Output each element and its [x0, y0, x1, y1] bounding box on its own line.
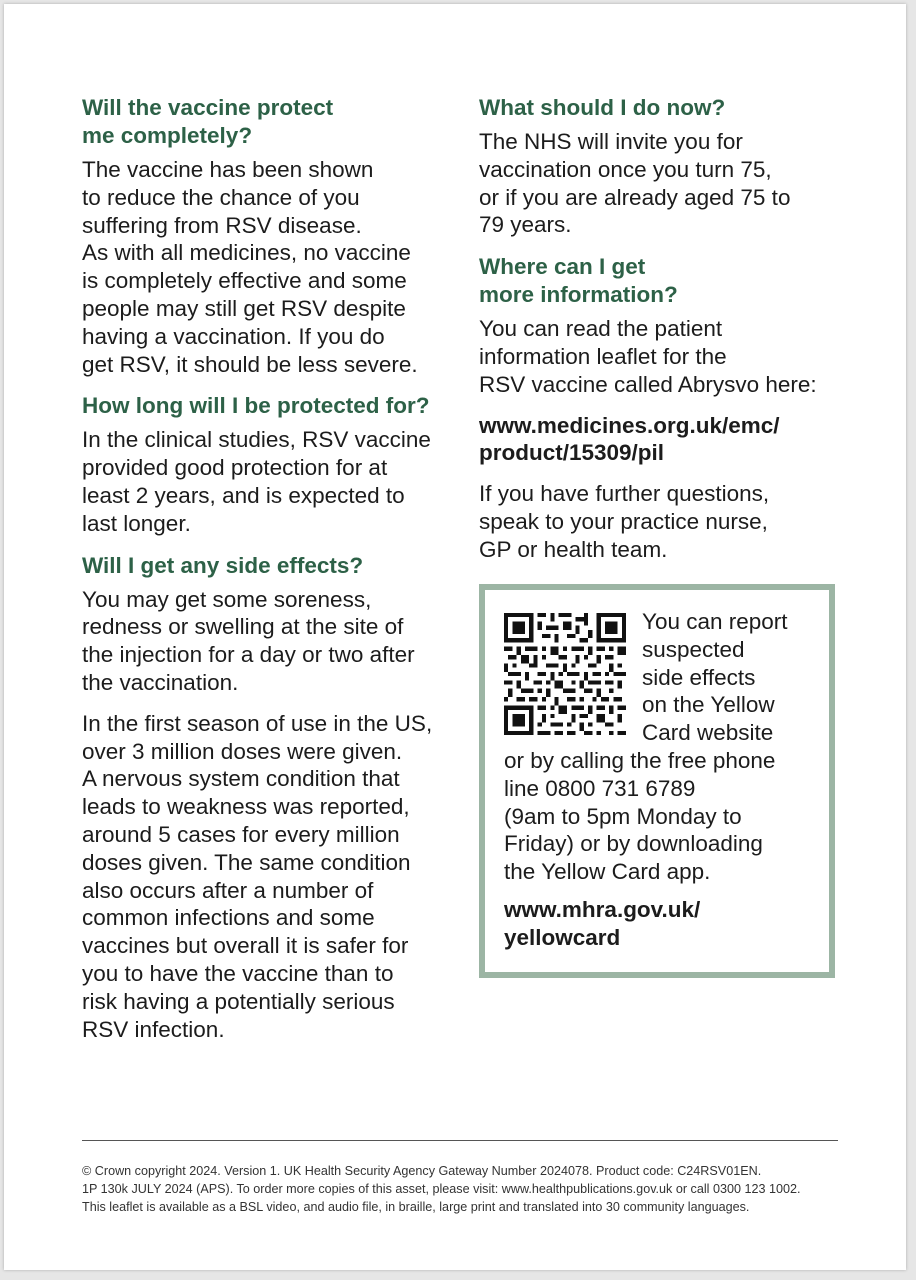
- text-line: or by calling the free phone: [504, 748, 776, 773]
- text-line: the injection for a day or two after: [82, 642, 415, 668]
- footer-divider: [82, 1140, 838, 1141]
- text-line: (9am to 5pm Monday to: [504, 803, 742, 829]
- heading-line: How long will I be protected for?: [82, 393, 430, 419]
- heading-protect-completely: [82, 94, 452, 150]
- text-line: leads to weakness was reported,: [82, 794, 410, 820]
- text-line: least 2 years, and is expected to: [82, 482, 405, 508]
- text-line: over 3 million doses were given.: [82, 738, 403, 764]
- text-line: to reduce the chance of you: [82, 184, 360, 210]
- heading-line: more information?: [479, 282, 678, 308]
- text-line: around 5 cases for every million: [82, 821, 400, 847]
- text-line: side effects: [642, 664, 756, 690]
- leaflet-page: [4, 4, 906, 1270]
- link-line[interactable]: www.mhra.gov.uk/: [504, 897, 701, 922]
- report-intro-text: [642, 608, 822, 747]
- heading-line: What should I do now?: [479, 95, 726, 120]
- text-line: The vaccine has been shown: [82, 157, 374, 182]
- text-line: the Yellow Card app.: [504, 859, 711, 885]
- text-line: you to have the vaccine than to: [82, 960, 394, 986]
- section-side-effects: [82, 552, 452, 1044]
- text-line: last longer.: [82, 510, 191, 536]
- heading-more-information: [479, 253, 839, 309]
- text-line: Card website: [642, 720, 774, 746]
- paragraph-more-information: [479, 315, 839, 398]
- paragraph-side-effects-1: [82, 586, 452, 697]
- footer-line: 1P 130k JULY 2024 (APS). To order more copies of this asset, please visit: www.healthpublications.gov.uk or call 0300 123 1002.: [82, 1182, 801, 1196]
- text-line: risk having a potentially serious: [82, 988, 395, 1014]
- left-column: [82, 94, 452, 1057]
- text-line: people may still get RSV despite: [82, 295, 406, 321]
- heading-line: Where can I get: [479, 254, 646, 280]
- paragraph-protection-duration: [82, 426, 452, 537]
- yellowcard-link[interactable]: [504, 896, 814, 952]
- yellow-card-report-box: [479, 584, 835, 978]
- text-line: If you have further questions,: [479, 481, 770, 507]
- paragraph-what-to-do: [479, 128, 839, 239]
- text-line: A nervous system condition that: [82, 766, 400, 792]
- paragraph-side-effects-2: [82, 710, 452, 1044]
- link-line[interactable]: product/15309/pil: [479, 440, 665, 466]
- heading-side-effects: [82, 552, 452, 580]
- text-line: doses given. The same condition: [82, 849, 411, 875]
- footer-copyright: [82, 1162, 842, 1216]
- text-line: information leaflet for the: [479, 343, 727, 369]
- text-line: redness or swelling at the site of: [82, 614, 404, 640]
- paragraph-further-questions: [479, 480, 839, 563]
- text-line: having a vaccination. If you do: [82, 323, 385, 349]
- text-line: provided good protection for at: [82, 455, 388, 481]
- link-line[interactable]: www.medicines.org.uk/emc/: [479, 412, 780, 438]
- heading-line: Will I get any side effects?: [82, 552, 364, 578]
- medicines-link[interactable]: [479, 412, 839, 468]
- text-line: In the first season of use in the US,: [82, 710, 433, 736]
- heading-what-to-do: [479, 94, 839, 122]
- section-more-information: [479, 253, 839, 563]
- text-line: RSV vaccine called Abrysvo here:: [479, 371, 817, 397]
- heading-line: Will the vaccine protect: [82, 95, 334, 120]
- text-line: common infections and some: [82, 905, 375, 931]
- section-what-to-do: [479, 94, 839, 239]
- text-line: You can report: [642, 609, 788, 634]
- text-line: the vaccination.: [82, 669, 239, 695]
- text-line: As with all medicines, no vaccine: [82, 240, 411, 266]
- text-line: also occurs after a number of: [82, 877, 374, 903]
- heading-line: me completely?: [82, 123, 253, 148]
- text-line: suspected: [642, 636, 745, 662]
- text-line: vaccines but overall it is safer for: [82, 933, 409, 959]
- text-line: You can read the patient: [479, 316, 723, 342]
- text-line: The NHS will invite you for: [479, 129, 743, 154]
- text-line: line 0800 731 6789: [504, 775, 696, 801]
- text-line: or if you are already aged 75 to: [479, 184, 791, 210]
- qr-code-icon[interactable]: [504, 613, 626, 735]
- paragraph-protect-completely: [82, 156, 452, 378]
- text-line: You may get some soreness,: [82, 586, 372, 612]
- text-line: get RSV, it should be less severe.: [82, 351, 418, 377]
- section-protection-duration: [82, 392, 452, 537]
- footer-line: © Crown copyright 2024. Version 1. UK Health Security Agency Gateway Number 2024078. Product code: C24RSV01EN.: [82, 1164, 762, 1178]
- text-line: suffering from RSV disease.: [82, 212, 362, 238]
- text-line: speak to your practice nurse,: [479, 508, 768, 534]
- right-column: [479, 94, 839, 578]
- text-line: is completely effective and some: [82, 268, 407, 294]
- text-line: Friday) or by downloading: [504, 831, 763, 857]
- section-protect-completely: [82, 94, 452, 378]
- text-line: RSV infection.: [82, 1016, 225, 1042]
- text-line: GP or health team.: [479, 536, 668, 562]
- footer-line: This leaflet is available as a BSL video, and audio file, in braille, large print and translated into 30 community languages.: [82, 1200, 750, 1214]
- heading-protection-duration: [82, 392, 452, 420]
- text-line: In the clinical studies, RSV vaccine: [82, 427, 431, 453]
- report-phone-text: [504, 747, 814, 886]
- text-line: on the Yellow: [642, 692, 775, 718]
- text-line: vaccination once you turn 75,: [479, 156, 772, 182]
- text-line: 79 years.: [479, 212, 572, 238]
- link-line[interactable]: yellowcard: [504, 924, 621, 950]
